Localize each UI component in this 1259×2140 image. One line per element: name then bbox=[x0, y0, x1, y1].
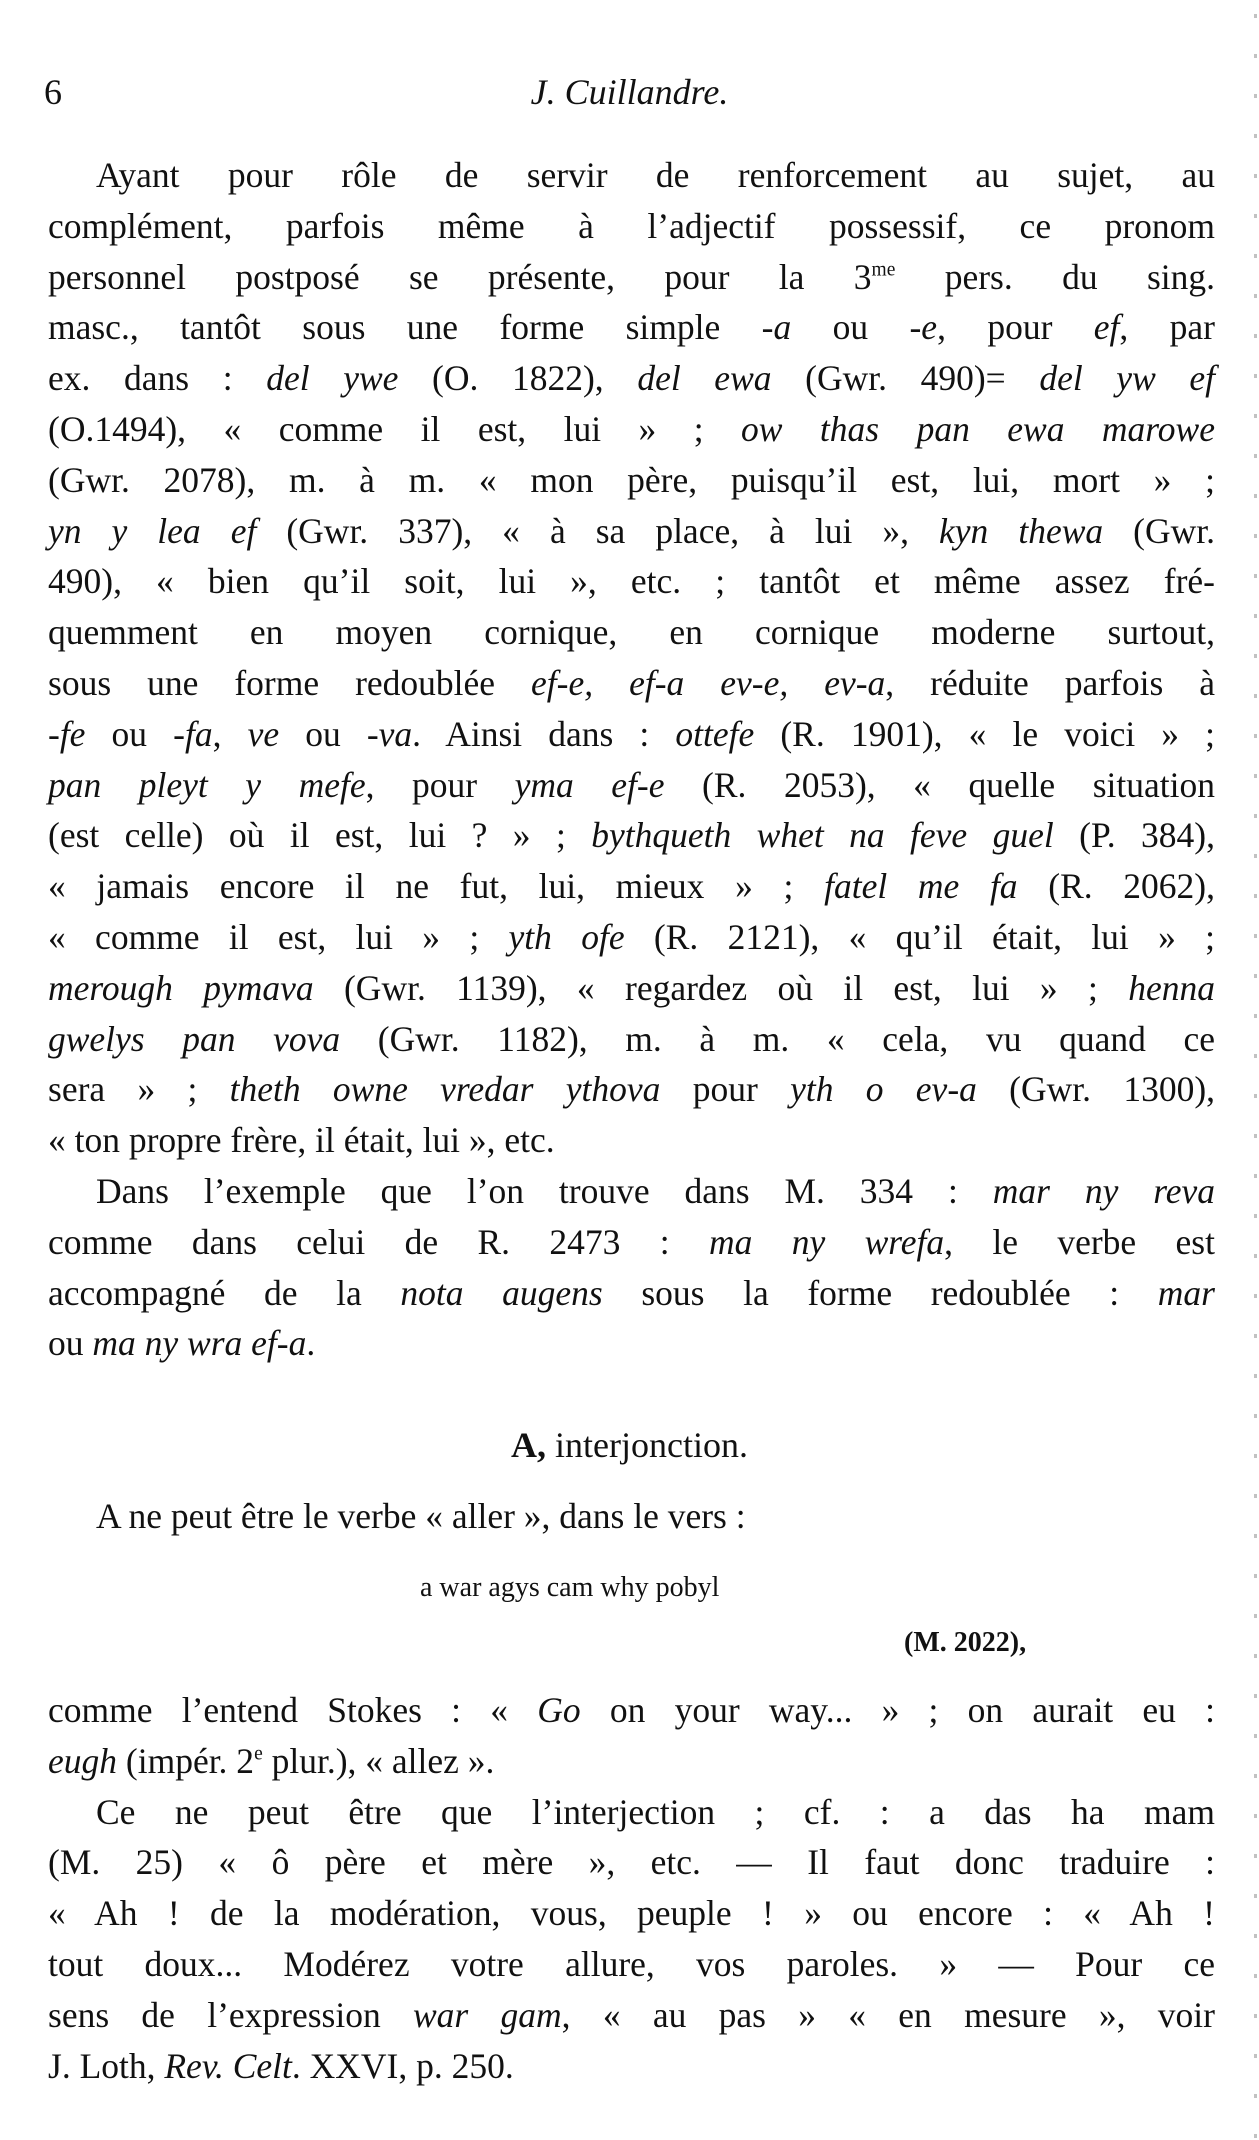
italic-term: bythqueth whet na feve guel bbox=[591, 815, 1054, 856]
text-run: Ce ne peut être que l’interjection ; cf. : a das ha mam bbox=[96, 1791, 1215, 1832]
text-line bbox=[48, 1888, 1215, 1939]
text-run: . Ainsi dans : bbox=[412, 713, 676, 754]
text-line bbox=[48, 1736, 1215, 1787]
text-line bbox=[48, 760, 1215, 811]
italic-term: fatel me fa bbox=[824, 866, 1018, 907]
text-run: tout doux... Modérez votre allure, vos paroles. » — Pour ce bbox=[48, 1944, 1215, 1984]
text-run: masc., tantôt sous une forme simple bbox=[48, 307, 762, 348]
text-run: A, bbox=[511, 1425, 547, 1465]
italic-term: -a bbox=[761, 307, 792, 348]
italic-term: henna bbox=[1128, 967, 1215, 1008]
text-run: (R. 2062), bbox=[1017, 866, 1216, 907]
italic-term: mar ny reva bbox=[992, 1171, 1215, 1211]
text-run: pers. du sing. bbox=[895, 256, 1215, 297]
section-heading bbox=[0, 1420, 1259, 1471]
italic-term: yn y lea ef bbox=[48, 510, 257, 551]
text-line bbox=[48, 709, 1215, 760]
superscript: e bbox=[254, 1743, 263, 1765]
italic-term: del ywe bbox=[266, 358, 399, 399]
text-run: ou bbox=[279, 713, 367, 754]
italic-term: -fa bbox=[173, 713, 213, 754]
text-run: ou bbox=[791, 307, 910, 348]
text-run: . bbox=[306, 1323, 316, 1364]
italic-term: war gam bbox=[413, 1994, 562, 2035]
text-run: « jamais encore il ne fut, lui, mieux » ; bbox=[48, 866, 825, 907]
superscript: me bbox=[871, 258, 896, 280]
text-run: ex. dans : bbox=[48, 358, 267, 399]
text-line bbox=[48, 1837, 1215, 1888]
text-line bbox=[48, 404, 1215, 455]
text-run: Dans l’exemple que l’on trouve dans M. 334 : bbox=[96, 1171, 993, 1211]
text-run: (R. 1901), « le voici » ; bbox=[754, 713, 1216, 754]
text-run: sera » ; bbox=[48, 1069, 230, 1110]
text-run: , « au pas » « en mesure », voir bbox=[561, 1994, 1215, 2035]
text-run: (Gwr. 490)= bbox=[771, 358, 1040, 399]
text-run: quemment en moyen cornique, en cornique moderne surtout, bbox=[48, 612, 1215, 653]
text-line bbox=[48, 2041, 1215, 2092]
text-run: (Gwr. 1300), bbox=[976, 1069, 1216, 1110]
text-run: J. Loth, bbox=[48, 2045, 165, 2086]
text-run: (est celle) où il est, lui ? » ; bbox=[48, 815, 592, 856]
text-line bbox=[48, 1064, 1215, 1115]
verse-quote: a war agys cam why pobyl bbox=[420, 1572, 720, 1603]
italic-term: ottefe bbox=[675, 713, 755, 754]
text-run: ou bbox=[48, 1323, 93, 1364]
text-run: « comme il est, lui » ; bbox=[48, 917, 509, 957]
text-run: ou bbox=[85, 713, 174, 754]
text-line bbox=[48, 861, 1215, 912]
text-run: , pour bbox=[365, 764, 515, 805]
italic-term: -va bbox=[366, 713, 413, 754]
italic-term: ef bbox=[1093, 307, 1120, 348]
text-line bbox=[48, 658, 1215, 709]
text-run: (R. 2053), « quelle situation bbox=[664, 764, 1215, 805]
italic-term: kyn thewa bbox=[939, 510, 1104, 551]
text-run: (O. 1822), bbox=[398, 358, 638, 399]
text-run: (M. 25) « ô père et mère », etc. — Il faut donc traduire : bbox=[48, 1842, 1215, 1883]
intro-line: A ne peut être le verbe « aller », dans le vers : bbox=[96, 1496, 746, 1536]
text-line bbox=[48, 1217, 1215, 1268]
text-line bbox=[48, 1990, 1215, 2041]
text-line bbox=[48, 810, 1215, 861]
italic-term: -e bbox=[909, 307, 938, 348]
italic-term: theth owne vredar ythova bbox=[229, 1069, 661, 1110]
text-run: (Gwr. 1182), m. à m. « cela, vu quand ce bbox=[340, 1018, 1215, 1059]
italic-term: pan pleyt y mefe bbox=[48, 764, 366, 805]
text-run: , bbox=[212, 713, 248, 754]
text-run: (Gwr. 2078), m. à m. « mon père, puisqu’il est, lui, mort » ; bbox=[48, 459, 1215, 500]
italic-term: yth ofe bbox=[508, 917, 625, 957]
italic-term: gwelys pan vova bbox=[48, 1018, 341, 1059]
text-run: (O.1494), « comme il est, lui » ; bbox=[48, 409, 742, 449]
text-line bbox=[48, 252, 1215, 303]
text-line bbox=[48, 607, 1215, 658]
text-run: Ayant pour rôle de servir de renforcement au sujet, au bbox=[96, 155, 1215, 195]
text-run: « Ah ! de la modération, vous, peuple ! » ou encore : « Ah ! bbox=[48, 1893, 1215, 1934]
italic-term: del yw ef bbox=[1039, 358, 1215, 399]
text-run: sous la forme redoublée : bbox=[602, 1272, 1158, 1313]
italic-term: merough pymava bbox=[48, 967, 314, 1008]
text-line bbox=[48, 302, 1215, 353]
italic-term: Rev. Celt bbox=[164, 2045, 292, 2086]
text-run: , pour bbox=[937, 307, 1094, 348]
text-line bbox=[48, 1939, 1215, 1990]
italic-term: del ewa bbox=[637, 358, 772, 399]
text-run: plur.), « allez ». bbox=[262, 1740, 495, 1781]
text-run: (R. 2121), « qu’il était, lui » ; bbox=[624, 917, 1215, 957]
text-run: , le verbe est bbox=[944, 1221, 1215, 1262]
text-run: accompagné de la bbox=[48, 1272, 401, 1313]
text-line bbox=[48, 506, 1215, 557]
page-number: 6 bbox=[44, 72, 62, 112]
text-run: sous une forme redoublée bbox=[48, 663, 532, 703]
text-run: sens de l’expression bbox=[48, 1994, 413, 2035]
page-edge bbox=[1254, 0, 1257, 2140]
text-line bbox=[48, 353, 1215, 404]
text-run: comme dans celui de R. 2473 : bbox=[48, 1221, 709, 1262]
italic-term: yma ef-e bbox=[514, 764, 665, 805]
text-run: 490), « bien qu’il soit, lui », etc. ; tantôt et même assez fré- bbox=[48, 561, 1215, 602]
text-run: , par bbox=[1119, 307, 1215, 348]
text-line bbox=[48, 1115, 1215, 1166]
italic-term: Go bbox=[537, 1690, 581, 1730]
text-run: . XXVI, p. 250. bbox=[291, 2045, 514, 2086]
text-line bbox=[48, 556, 1215, 607]
text-line bbox=[48, 455, 1215, 506]
text-run: (impér. 2 bbox=[117, 1740, 255, 1781]
text-run: (P. 384), bbox=[1053, 815, 1215, 856]
text-run: , réduite parfois à bbox=[885, 663, 1216, 703]
text-run: complément, parfois même à l’adjectif possessif, ce pronom bbox=[48, 205, 1215, 246]
italic-term: ma ny wrefa bbox=[708, 1221, 945, 1262]
text-line bbox=[96, 1787, 1215, 1838]
text-line bbox=[48, 1268, 1215, 1319]
italic-term: yth o ev-a bbox=[790, 1069, 977, 1110]
italic-term: mar bbox=[1157, 1272, 1215, 1313]
text-run: comme l’entend Stokes : « bbox=[48, 1690, 538, 1730]
italic-term: eugh bbox=[48, 1740, 118, 1781]
italic-term: ef-e, ef-a ev-e, ev-a bbox=[531, 663, 886, 703]
text-run: (Gwr. bbox=[1103, 510, 1215, 551]
italic-term: ve bbox=[247, 713, 280, 754]
text-run: (Gwr. 337), « à sa place, à lui », bbox=[256, 510, 940, 551]
verse-citation: (M. 2022), bbox=[904, 1627, 1027, 1658]
text-run: « ton propre frère, il était, lui », etc. bbox=[48, 1120, 555, 1161]
text-run: (Gwr. 1139), « regardez où il est, lui » ; bbox=[313, 967, 1129, 1008]
italic-term: -fe bbox=[48, 713, 86, 754]
text-run: pour bbox=[660, 1069, 791, 1110]
text-run: on your way... » ; on aurait eu : bbox=[580, 1690, 1215, 1730]
text-line bbox=[48, 1014, 1215, 1065]
text-line bbox=[48, 963, 1215, 1014]
running-title: J. Cuillandre. bbox=[530, 72, 729, 112]
text-run: interjonction. bbox=[546, 1425, 748, 1465]
text-line bbox=[48, 201, 1215, 252]
italic-term: ma ny wra ef-a bbox=[92, 1323, 307, 1364]
italic-term: nota augens bbox=[400, 1272, 603, 1313]
text-run: personnel postposé se présente, pour la 3 bbox=[48, 256, 872, 297]
text-line bbox=[96, 150, 1215, 201]
text-line bbox=[48, 1318, 1215, 1369]
italic-term: ow thas pan ewa marowe bbox=[741, 409, 1215, 449]
text-line bbox=[96, 1166, 1215, 1217]
text-line bbox=[48, 912, 1215, 963]
text-line bbox=[48, 1685, 1215, 1736]
